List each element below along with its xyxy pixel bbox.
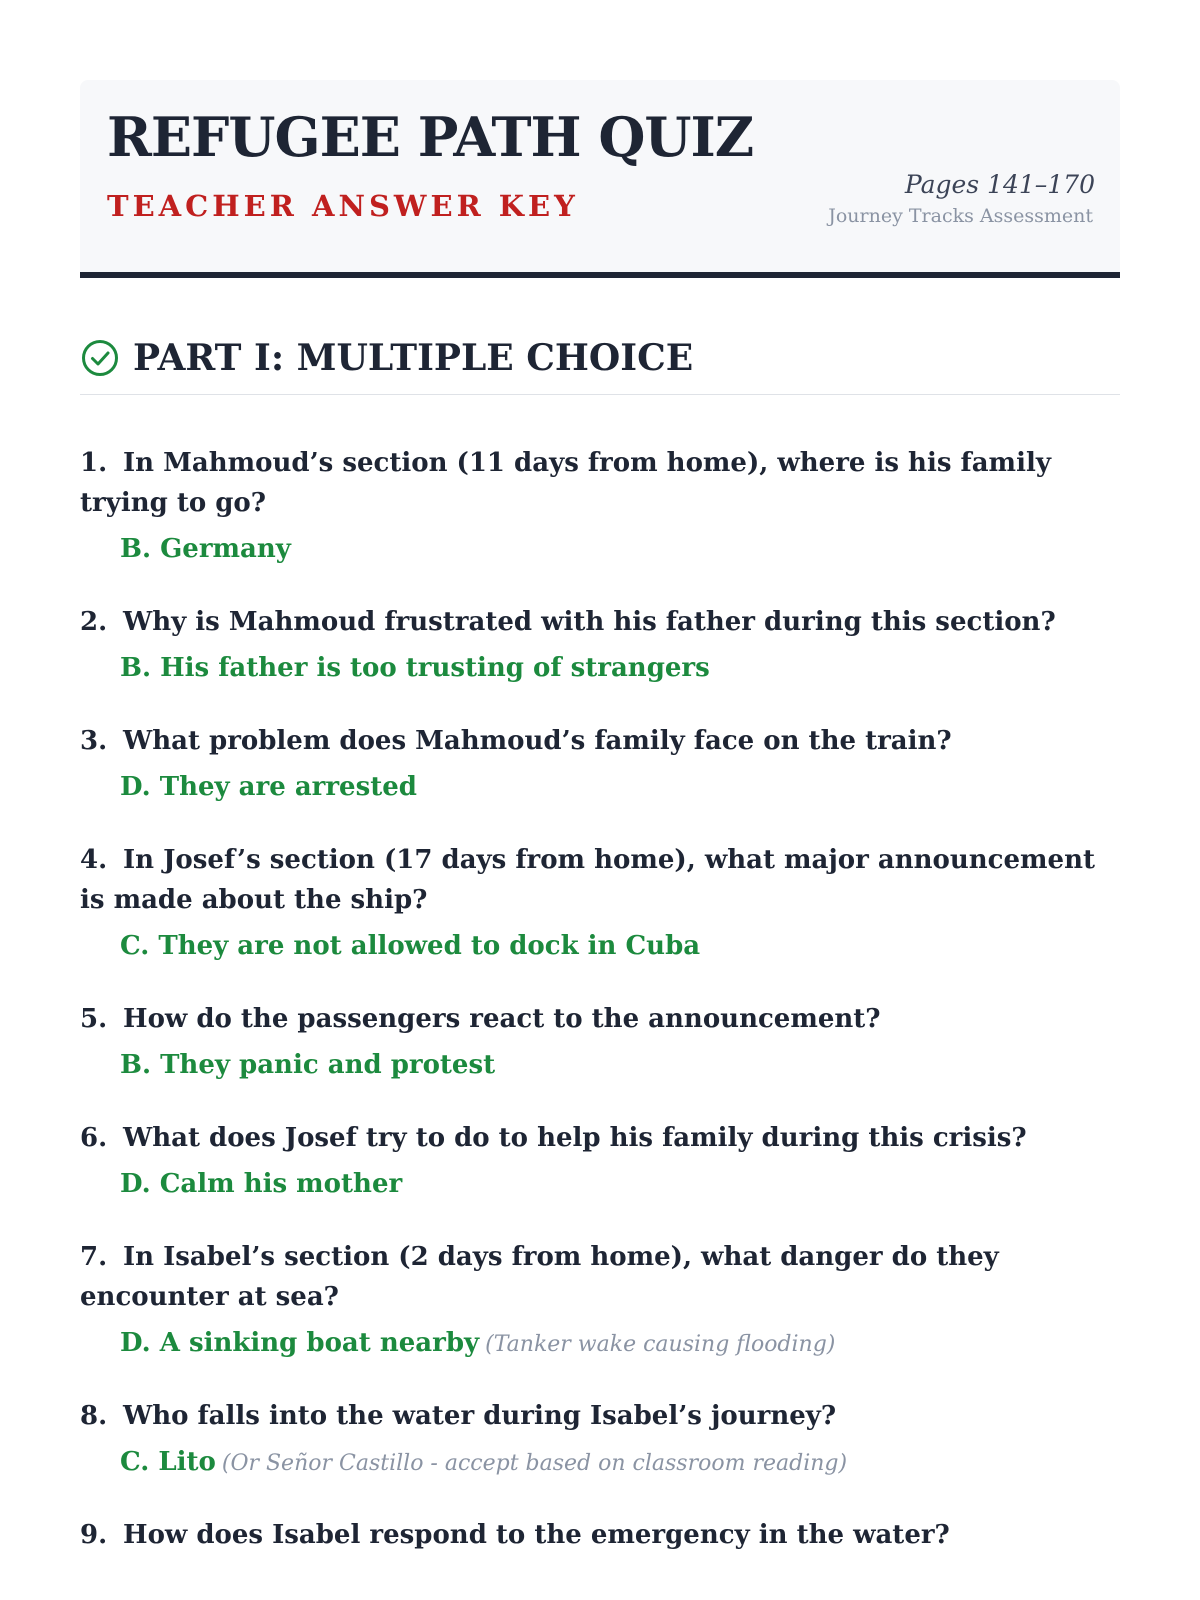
- correct-answer: D. Calm his mother: [120, 1169, 403, 1199]
- question-prompt: In Isabel’s section (2 days from home), what danger do they encounter at sea?: [80, 1242, 999, 1312]
- answer-line: [80, 1323, 1120, 1366]
- answer-line: [80, 648, 1120, 691]
- section-title: PART I: MULTIPLE CHOICE: [133, 337, 694, 379]
- question-prompt: In Mahmoud’s section (11 days from home), where is his family trying to go?: [80, 448, 1051, 518]
- question-number: 8.: [80, 1401, 108, 1431]
- question-text: [80, 1515, 1120, 1555]
- question-list: [80, 443, 1120, 1585]
- answer-note: (Tanker wake causing flooding): [485, 1332, 836, 1357]
- question-prompt: What problem does Mahmoud’s family face on the train?: [123, 726, 952, 756]
- question-item: [80, 443, 1120, 572]
- answer-note: (Or Señor Castillo - accept based on classroom reading): [221, 1451, 848, 1476]
- question-number: 4.: [80, 845, 108, 875]
- question-item: [80, 1237, 1120, 1366]
- question-number: 1.: [80, 448, 108, 478]
- question-item: [80, 999, 1120, 1088]
- correct-answer: D. A sinking boat nearby: [120, 1328, 480, 1358]
- question-text: [80, 443, 1120, 523]
- correct-answer: B. His father is too trusting of strangers: [120, 653, 710, 683]
- answer-line: [80, 529, 1120, 572]
- assessment-label: Journey Tracks Assessment: [828, 205, 1093, 227]
- answer-line: [80, 1045, 1120, 1088]
- question-text: [80, 1237, 1120, 1317]
- correct-answer: C. Lito: [120, 1447, 216, 1477]
- question-prompt: How does Isabel respond to the emergency in the water?: [123, 1520, 950, 1550]
- question-text: [80, 999, 1120, 1039]
- question-text: [80, 602, 1120, 642]
- question-item: [80, 1118, 1120, 1207]
- answer-line: [80, 926, 1120, 969]
- question-prompt: What does Josef try to do to help his family during this crisis?: [123, 1123, 1027, 1153]
- question-prompt: How do the passengers react to the announcement?: [123, 1004, 881, 1034]
- question-text: [80, 1396, 1120, 1436]
- question-text: [80, 1118, 1120, 1158]
- question-item: [80, 721, 1120, 810]
- correct-answer: C. They are not allowed to dock in Cuba: [120, 931, 701, 961]
- question-text: [80, 840, 1120, 920]
- answer-key-page: [80, 80, 1120, 1550]
- section-header: [80, 336, 1120, 395]
- question-item: [80, 1515, 1120, 1555]
- question-text: [80, 721, 1120, 761]
- check-circle-icon: [80, 338, 120, 378]
- page-subtitle: TEACHER ANSWER KEY: [107, 189, 579, 223]
- question-item: [80, 602, 1120, 691]
- answer-line: [80, 1164, 1120, 1207]
- question-prompt: Why is Mahmoud frustrated with his father during this section?: [123, 607, 1056, 637]
- question-number: 2.: [80, 607, 108, 637]
- question-number: 5.: [80, 1004, 108, 1034]
- answer-line: [80, 1442, 1120, 1485]
- question-item: [80, 1396, 1120, 1485]
- question-number: 7.: [80, 1242, 108, 1272]
- question-item: [80, 840, 1120, 969]
- header-card: [80, 80, 1120, 278]
- answer-line: [80, 767, 1120, 810]
- question-number: 3.: [80, 726, 108, 756]
- question-number: 9.: [80, 1520, 108, 1550]
- correct-answer: D. They are arrested: [120, 772, 417, 802]
- page-range: Pages 141–170: [904, 170, 1095, 199]
- correct-answer: B. Germany: [120, 534, 291, 564]
- page-title: REFUGEE PATH QUIZ: [107, 105, 754, 169]
- correct-answer: B. They panic and protest: [120, 1050, 496, 1080]
- question-prompt: In Josef’s section (17 days from home), what major announcement is made about the ship?: [80, 845, 1096, 915]
- question-prompt: Who falls into the water during Isabel’s journey?: [123, 1401, 837, 1431]
- question-number: 6.: [80, 1123, 108, 1153]
